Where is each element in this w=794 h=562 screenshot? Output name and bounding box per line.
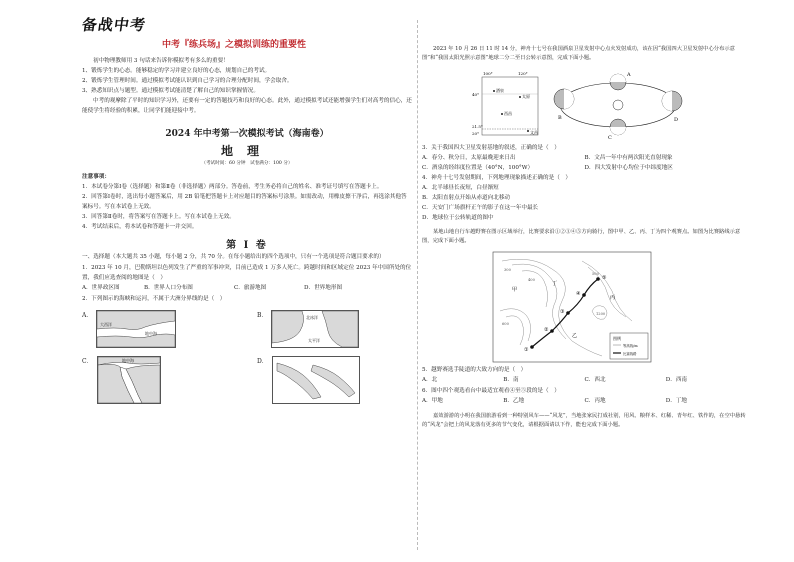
figure-1 [472,69,747,141]
contour-500: 500 [592,272,599,277]
earth-bottom [608,119,626,141]
q2-label-c: C． [82,357,93,365]
contour-600: 600 [502,322,509,327]
map-b-label-pacific: 太平洋 [308,337,321,343]
passage-3: 嘉效游游的小明在我国旅游看到一种特别风车——“风龙”，当地张家民打成社别，用风、粮样本、红稀、青年红、铁作的，在空中悬转的“风龙”会把上的风龙落有更多的节气变化，请根据面请以下作，能也完成下面小题。 [422,413,746,429]
q3-options [422,153,747,173]
note-item: 2．回答第Ⅰ卷时，选出每小题答案后，用 2B 铅笔把答题卡上对应题目的答案标号涂黑。如需改动，用橡皮擦干净后，再选涂其他答案标号。写在本试卷上无效。 [82,194,407,210]
q3-option-b[interactable]: B．文昌一年中有两次阳光直射现象 [584,154,673,161]
intro-line: 2、锻炼学生管理时间。通过模拟考试能认识到自己学习的合理分配时间，学会取舍。 [82,78,293,84]
lon-120: 120° [518,70,528,76]
orbit-diagram [548,69,688,141]
q4-option-d[interactable]: D．地球位于公转轨道的图中 [422,214,494,221]
earth-left [554,89,574,121]
exam-title: 2024 年中考第一次模拟考试（海南卷） [165,129,329,139]
q1-option-d[interactable]: D．世界地形图 [304,284,343,291]
map-legend [610,333,648,359]
map-b-label-arctic: 北冰洋 [306,314,319,320]
route-mark-5: ⑤ [602,275,607,282]
map-d-strait [272,356,360,404]
note-item: 1．本试卷分第Ⅰ卷（选择题）和第Ⅱ卷（非选择题）两部分。答卷前，考生务必将自己的姓名、准考证号填写在答题卡上。 [82,184,383,190]
site-xichang: 西昌 [504,110,512,116]
intro-line: 中考的观摩除了平时的知识学习外，还要有一定的答题技巧和良好的心态。此外，通过模拟考试还能增强学生们对高考的信心，还能使学生将经验的积累，让同学们能迎接中考。 [82,98,412,114]
question-3: 3．关于我国四大卫星发射基地的叙述，正确的是（ ） [422,144,560,151]
legend-contour: 等高线/m [623,344,638,349]
orbit-label-d: D [674,116,679,123]
q4-option-b[interactable]: B．太阳直射点开始从赤道向北移动 [422,194,511,201]
left-column [82,14,412,404]
q3-option-c[interactable]: C．酒泉的经纬度位置是（40°N，100°W） [422,164,534,171]
lat-20: 20° [472,130,480,136]
map-a-label-med: 地中海 [145,330,158,336]
q2-option-a[interactable] [82,310,237,348]
passage-2: 某地山地自行车越野赛在图示区域举行，比赛要求沿①②③④⑤方向骑行，图中甲、乙、丙、丁为四个观赛点。如图为比赛路线示意图，完成下面小题。 [422,228,741,244]
lat-21-5: 21.5° [472,123,483,129]
site-taiyuan: 太原 [522,93,530,99]
map-a-strait [96,310,176,348]
map-c-canal [97,356,161,404]
q4-option-c[interactable]: C．天安门广场旗杆正午的影子在这一年中最长 [422,204,539,211]
q4-option-a[interactable]: A．北半球昼长夜短，白昼渐短 [422,184,499,191]
viewpoint-yi: 乙 [572,333,578,340]
column-divider [417,20,418,550]
legend-title: 图例 [613,336,621,342]
launch-sites-map [472,69,542,139]
q1-options [82,283,412,294]
contour-300: 300 [504,268,511,273]
question-6: 6．图中四个观选看台中最适宜观看④至⑤段的是（ ） [422,388,560,395]
logo-text: 备战中考 [80,16,148,34]
site-jiuquan: 酒泉 [496,87,504,93]
section-instructions: 一、选择题（本大题共 35 小题，每小题 2 分，共 70 分。在每小题给出的四个选项中，只有一个选项是符合题目要求的） [82,254,385,260]
map-b-strait [271,310,359,348]
contour-400: 400 [528,278,535,283]
q6-option-c[interactable]: C．丙地 [584,398,606,405]
intro-line: 1、锻炼学生的心态。能够稳定的学习并建立良好的心态，规划自己的考试。 [82,68,271,74]
q2-option-c[interactable] [82,356,237,404]
q5-option-b[interactable]: B．南 [503,377,519,384]
route-mark-3: ③ [560,309,565,316]
question-4: 4．神舟十七号发射期间，下列地理现象描述正确的是（ ） [422,174,571,181]
banner-title: 中考『练兵场』之模拟训练的重要性 [162,40,307,50]
notes-heading: 注意事项： [82,174,110,180]
q6-option-d[interactable]: D．丁地 [665,398,688,405]
intro-line: 初中物理教师用 3 句话来告诉你模拟考有多么的重要！ [93,58,229,64]
legend-route: 比赛线路 [623,352,637,357]
exam-subject: 地理 [220,144,273,158]
q2-label-a: A． [82,311,93,319]
lat-40: 40° [472,91,480,97]
q2-option-d[interactable] [257,356,412,404]
q6-option-b[interactable]: B．乙地 [503,398,525,405]
orbit-label-c: C [608,134,612,141]
question-1: 1．2023 年 10 月，巴勒斯坦以色列发生了严重的军事冲突，目前已造成 1 万多人死亡。跨越时间和区域定位 2023 年中国所处的位置，我们应选查阅的地图是（ ） [82,264,412,281]
q1-option-c[interactable]: C．旅游地图 [234,284,267,291]
route-mark-2: ② [544,327,549,334]
lon-100: 100° [483,70,493,76]
q3-option-a[interactable]: A．春分、秋分日，太原最晚迎来日出 [422,154,516,161]
viewpoint-bing: 丙 [610,295,616,302]
q5-option-c[interactable]: C．西北 [584,377,606,384]
question-2: 2．下列图示的海峡和运河，不属于大洲分界线的是（ ） [82,295,226,302]
q1-option-b[interactable]: B．世界人口分布图 [144,284,193,291]
orbit-label-b: B [558,114,562,121]
note-item: 3．回答第Ⅱ卷时，将答案写在答题卡上。写在本试卷上无效。 [82,214,235,220]
q2-label-b: B． [257,311,268,319]
q2-option-b[interactable] [257,310,412,348]
race-route-map [492,251,652,363]
exam-meta: （考试时间：60 分钟 试卷满分：100 分） [201,161,293,166]
logo [82,14,412,35]
viewpoint-ding: 丁 [552,281,558,288]
question-5: 5．越野赛选手陡道的大致方向的是（ ） [422,367,527,374]
earth-top [610,72,631,90]
intro-line: 3、熟悉知识点与题型。通过模拟考试能清楚了解自己的知识掌握情况。 [82,88,259,94]
q1-option-a[interactable]: A．世界政区图 [82,284,120,291]
q6-options [422,396,747,407]
q5-option-d[interactable]: D．西南 [665,377,688,384]
q3-option-d[interactable]: D．四大发射中心均位于中纬度地区 [584,164,673,171]
q2-label-d: D． [257,357,268,365]
contour-1200: 1200 [596,312,606,317]
passage-1: 2023 年 10 月 26 日 11 时 14 分，神舟十七号在我国酒泉卫星发射中心点火发射成功，该在因“我国四大卫星发射中心分布示意图”和“我国太阳光照示意图”地球二分二至日公转示意图，完成下面小题。 [422,46,735,62]
right-column [422,40,747,436]
volume-heading: 第 Ⅰ 卷 [226,240,268,251]
q2-map-grid [82,310,412,404]
route-mark-4: ④ [576,291,581,298]
q5-option-a[interactable]: A．北 [422,377,438,384]
map-c-label-med: 地中海 [121,357,134,363]
map-a-label-atlantic: 大西洋 [100,321,113,327]
site-wenchang: 文昌 [530,129,538,135]
route-mark-1: ① [524,347,529,354]
q5-options [422,375,747,386]
q6-option-a[interactable]: A．甲地 [422,398,443,405]
viewpoint-jia: 甲 [512,287,518,294]
orbit-label-a: A [627,71,631,78]
note-item: 4．考试结束后，将本试卷和答题卡一并交回。 [82,224,198,230]
